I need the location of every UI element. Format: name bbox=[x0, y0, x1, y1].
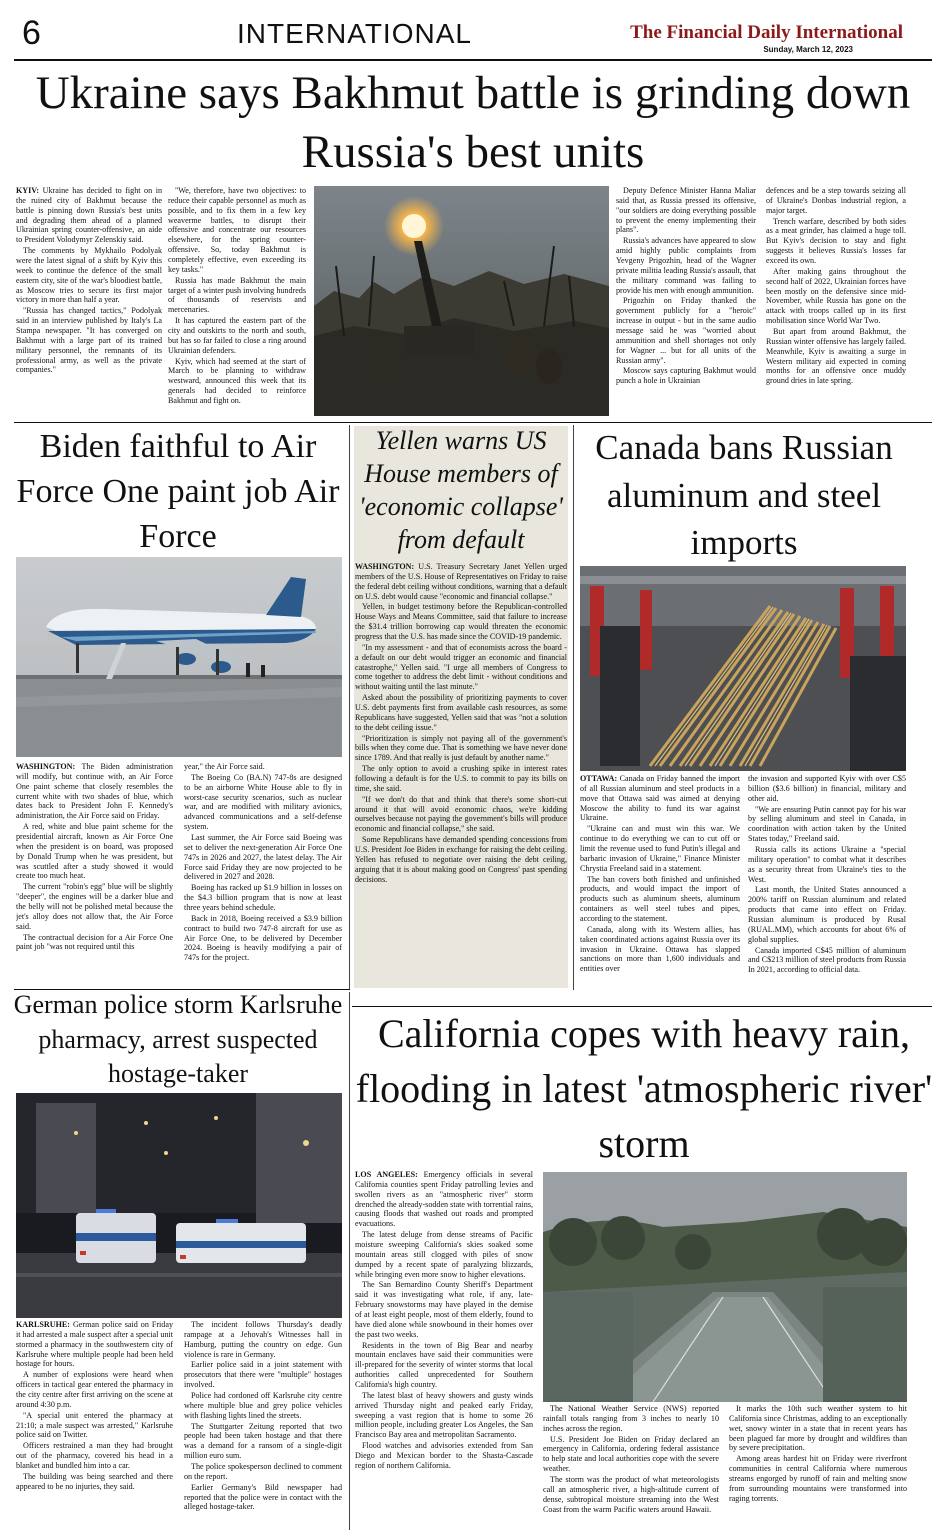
paragraph: Canada imported C$45 million of aluminum and C$213 million of steel products from Russia In 2021, according to official data. bbox=[748, 945, 906, 975]
section-title: INTERNATIONAL bbox=[237, 18, 472, 49]
paragraph: The ban covers both finished and unfinished products, and would impact the import of products such as aluminum sheets, aluminum containers as well steel tubes and pipes, according to the statement. bbox=[580, 874, 740, 924]
paragraph: Emergency officials in several California counties spent Friday patrolling levies and swollen rivers as an "atmospheric river" storm drenched the already-sodden state with torrential rains, causing floods that washed out roads and prompted evacuations. bbox=[355, 1170, 533, 1229]
paragraph: A number of explosions were heard when officers in tactical gear entered the pharmacy in the city centre after first arriving on the scene at around 4:30 p.m. bbox=[16, 1370, 173, 1409]
dateline: KYIV: bbox=[16, 186, 40, 195]
bakhmut-col-3 bbox=[616, 186, 756, 418]
paragraph: The latest deluge from dense streams of Pacific moisture sweeping California's skies soaked some mountain areas still clogged with piles of snow dumped by a recent spate of paralyzing blizzards, while bringing even more snow to higher elevations. bbox=[355, 1230, 533, 1279]
paragraph: "We are ensuring Putin cannot pay for his war by selling aluminum and steel in Canada, in coordination with action taken by the United States today," Freeland said. bbox=[748, 804, 906, 844]
paragraph: The National Weather Service (NWS) reported rainfall totals ranging from 3 inches to nearly 10 inches across the region. bbox=[543, 1404, 719, 1433]
paragraph: The incident follows Thursday's deadly rampage at a Jehovah's Witnesses hall in Hamburg, putting the country on edge. Gun violence is rare in Germany. bbox=[184, 1320, 342, 1359]
flooded-road-photo bbox=[543, 1172, 907, 1402]
header-rule bbox=[14, 59, 932, 61]
canada-col-1 bbox=[580, 774, 740, 1002]
biden-col-2 bbox=[184, 762, 342, 984]
paragraph: The contractual decision for a Air Force One paint job "was not required until this bbox=[16, 932, 173, 952]
paragraph: "A special unit entered the pharmacy at 21:10; a male suspect was arrested," Karlsruhe police said on Twitter. bbox=[16, 1410, 173, 1440]
paragraph: Russia's advances have appeared to slow amid highly public complaints from Yevgeny Prigozhin, head of the Wagner private militia leading Russia's assault, that the military command was failing to provide his men with enough ammunition. bbox=[616, 236, 756, 295]
dateline: KARLSRUHE: bbox=[16, 1320, 70, 1329]
bakhmut-col-4 bbox=[766, 186, 906, 418]
paragraph: "Prioritization is simply not paying all of the government's bills when they come due. That is something we have never done since 1789. And that really is just default by another name." bbox=[355, 733, 567, 763]
california-col-1 bbox=[355, 1170, 533, 1530]
publication-name: The Financial Daily International bbox=[630, 22, 903, 43]
paragraph: But apart from around Bakhmut, the Russian winter offensive has largely failed. Meanwhile, Kyiv is awaiting a surge in Western military aid expected in coming months for an offensive once muddy ground dries in late spring. bbox=[766, 327, 906, 386]
paragraph: Earlier police said in a joint statement with prosecutors that there were "multiple" hostages involved. bbox=[184, 1360, 342, 1390]
paragraph: U.S. President Joe Biden on Friday declared an emergency in California, ordering federal assistance to help state and local authorities cope with the severe weather. bbox=[543, 1434, 719, 1474]
paragraph: Yellen, in budget testimony before the Republican-controlled House Ways and Means Committee, said that failure to increase the $31.4 trillion borrowing cap would threaten the economic progress that the U.S. has made since the COVID-19 pandemic. bbox=[355, 602, 567, 642]
paragraph: Residents in the town of Big Bear and nearby mountain enclaves have said their communities were ill-prepared for the severity of winter storms that local authorities called unprecedented for Southern California's high country. bbox=[355, 1340, 533, 1390]
paragraph: Boeing has racked up $1.9 billion in losses on the $4.3 billion program that is now at least three years behind schedule. bbox=[184, 883, 342, 913]
police-vehicles-photo bbox=[16, 1093, 342, 1318]
air-force-one-photo bbox=[16, 557, 342, 757]
biden-headline: Biden faithful to Air Force One paint job Air Force bbox=[16, 428, 340, 556]
paragraph: defences and be a step towards seizing all of Ukraine's Donbas industrial region, a major target. bbox=[766, 186, 906, 215]
column-divider bbox=[573, 425, 574, 990]
artillery-firing-photo bbox=[314, 186, 609, 416]
biden-col-1 bbox=[16, 762, 173, 984]
paragraph: It has captured the eastern part of the city and outskirts to the north and south, but has so far failed to close a ring around Ukrainian defenders. bbox=[168, 316, 306, 355]
paragraph: the invasion and supported Kyiv with over C$5 billion ($3.6 billion) in financial, military and other aid. bbox=[748, 774, 906, 803]
issue-date: Sunday, March 12, 2023 bbox=[763, 45, 853, 54]
paragraph: The current "robin's egg" blue will be slightly "deeper", the engines will be a darker blue and the belly will not be polished metal because the jet's alloy does not allow that, the Air Force said. bbox=[16, 882, 173, 931]
paragraph: "If we don't do that and think that there's some short-cut around it that will avoid economic chaos, we're kidding ourselves because not paying the government's bills will produce economic and financial collapse," she said. bbox=[355, 794, 567, 834]
paragraph: The only option to avoid a crushing spike in interest rates following a default is for the U.S. to commit to pay its bills on time, she said. bbox=[355, 764, 567, 793]
paragraph: Officers restrained a man they had brought out of the pharmacy, covered his head in a blanket and bundled him into a car. bbox=[16, 1441, 173, 1471]
yellen-body bbox=[355, 562, 567, 988]
canada-headline: Canada bans Russian aluminum and steel imports bbox=[595, 428, 893, 563]
paragraph: It marks the 10th such weather system to hit California since Christmas, adding to an exceptionally wet, snowy winter in a state that in recent years has been plagued far more by drought and wildfires than by severe precipitation. bbox=[729, 1404, 907, 1453]
paragraph: Russia calls its actions Ukraine a "special military operation" to combat what it describes as a security threat from Ukraine's ties to the West. bbox=[748, 845, 906, 884]
german-col-1 bbox=[16, 1320, 173, 1528]
bakhmut-col-2 bbox=[168, 186, 306, 418]
paragraph: The Stuttgarter Zeitung reported that two people had been taken hostage and that there was a demand for a ransom of a single-digit million euro sum. bbox=[184, 1421, 342, 1461]
section-rule bbox=[14, 422, 932, 423]
paragraph: Moscow says capturing Bakhmut would punch a hole in Ukrainian bbox=[616, 366, 756, 386]
yellen-headline: Yellen warns US House members of 'economic collapse' from default bbox=[359, 426, 563, 555]
bakhmut-headline: Ukraine says Bakhmut battle is grinding down Russia's best units bbox=[35, 67, 911, 178]
paragraph: After making gains throughout the second half of 2022, Ukrainian forces have been mostly on the defensive since mid-November, while Russia has gone on the attack with troops called up in its first mobilisation since World War Two. bbox=[766, 266, 906, 326]
column-divider bbox=[349, 425, 350, 990]
dateline: WASHINGTON: bbox=[16, 762, 76, 771]
paragraph: Asked about the possibility of prioritizing payments to cover U.S. debt payments first from available cash resources, as some Republicans have suggested, Yellen said that was "not a solution to the debt ceiling issue." bbox=[355, 693, 567, 732]
paragraph: The Boeing Co (BA.N) 747-8s are designed to be an airborne White House able to fly in worst-case security scenarios, such as nuclear war, and are modified with military avionics, advanced communications and a self-defense system. bbox=[184, 772, 342, 832]
dateline: OTTAWA: bbox=[580, 774, 618, 783]
paragraph: The latest blast of heavy showers and gusty winds arrived Thursday night and peaked early Friday, sweeping a vast region that is home to some 26 million people, including greater Los Angeles, the San Francisco Bay area and metropolitan Sacramento. bbox=[355, 1390, 533, 1440]
paragraph: "We, therefore, have two objectives: to reduce their capable personnel as much as possible, and to fix them in a few key weaverme battles, to disrupt their offensive and concentrate our resources elsewhere, for the spring counter-offensive. So, today Bakhmut is completely effective, even exceeding its key tasks." bbox=[168, 186, 306, 274]
steel-bars-photo bbox=[580, 566, 906, 771]
paragraph: The police spokesperson declined to comment on the report. bbox=[184, 1462, 342, 1481]
paragraph: "In my assessment - and that of economists across the board - a default on our debt would trigger an economic and financial catastrophe," Yellen said. "I urge all members of Congress to come together to address the debt limit - without conditions and without waiting until the last minute." bbox=[355, 642, 567, 692]
paragraph: Russia has made Bakhmut the main target of a winter push involving hundreds of thousands of reservists and mercenaries. bbox=[168, 275, 306, 315]
california-col-3 bbox=[729, 1404, 907, 1530]
german-col-2 bbox=[184, 1320, 342, 1528]
column-divider bbox=[349, 992, 350, 1530]
paragraph: German police said on Friday it had arrested a male suspect after a special unit stormed a pharmacy in the southwestern city of Karlsruhe where multiple people had been held hostage for hours. bbox=[16, 1320, 173, 1369]
paragraph: The Biden administration will modify, but continue with, an Air Force One paint scheme that closely resembles the current white with two shades of blue, which dates back to President John F. Kennedy's administration, the Air Force said on Friday. bbox=[16, 762, 173, 821]
paragraph: Earlier Germany's Bild newspaper had reported that the police were in contact with the alleged hostage-taker. bbox=[184, 1482, 342, 1512]
canada-col-2 bbox=[748, 774, 906, 1002]
page-number: 6 bbox=[22, 14, 41, 52]
paragraph: Among areas hardest hit on Friday were riverfront communities in central California where numerous streams engorged by runoff of rain and melting snow from surrounding mountains were transformed into raging torrents. bbox=[729, 1454, 907, 1503]
paragraph: The comments by Mykhailo Podolyak were the latest signal of a shift by Kyiv this week to continue the defence of the small eastern city, site of the war's bloodiest battle, as Moscow tries to secure its first major victory in more than half a year. bbox=[16, 246, 162, 305]
paragraph: A red, white and blue paint scheme for the presidential aircraft, known as Air Force One when the president is on board, was proposed by Donald Trump when he was president, but was scuttled after a study showed it would create too much heat. bbox=[16, 822, 173, 881]
paragraph: The San Bernardino County Sheriff's Department said it was investigating what role, if any, late-February snowstorms may have played in the demise of at least eight people, most of them elderly, found to have died alone while snowbound in their homes over the past two weeks. bbox=[355, 1280, 533, 1339]
bakhmut-col-1 bbox=[16, 186, 162, 418]
paragraph: "Russia has changed tactics," Podolyak said in an interview published by Italy's La Stampa newspaper. "It has converged on Bakhmut with a large part of its trained military personnel, the remnants of its professional army, as well as the private companies." bbox=[16, 306, 162, 375]
paragraph: Trench warfare, described by both sides as a meat grinder, has claimed a huge toll. But Kyiv's decision to stay and fight suggests it believes Russia's losses far exceed its own. bbox=[766, 216, 906, 266]
paragraph: year," the Air Force said. bbox=[184, 762, 265, 771]
paragraph: The storm was the product of what meteorologists call an atmospheric river, a high-altitude current of dense, subtropical moisture streaming into the West Coast from the warm Pacific waters around Hawaii. bbox=[543, 1475, 719, 1514]
paragraph: Canada, along with its Western allies, has taken coordinated actions against Russia over its invasion in Ukraine. Ottawa has slapped sanctions on more than 1,600 individuals and entities over bbox=[580, 924, 740, 974]
paragraph: Prigozhin on Friday thanked the government publicly for a "heroic" increase in output - but in the same audio message said he was "worried about ammunition and shell shortages not only for Wagner ... but for all units of the Russian army". bbox=[616, 296, 756, 365]
paragraph: Some Republicans have demanded spending concessions from U.S. President Joe Biden in exchange for raising the debt ceiling. Yellen has refused to negotiate over raising the debt ceiling, arguing that it is about making good on Congress' past spending decisions. bbox=[355, 835, 567, 884]
paragraph: Deputy Defence Minister Hanna Maliar said that, as Russia pressed its offensive, "our soldiers are doing everything possible to prevent the enemy implementing their plans". bbox=[616, 186, 756, 235]
california-col-2 bbox=[543, 1404, 719, 1530]
paragraph: Kyiv, which had seemed at the start of March to be planning to withdraw westward, announced this week that its generals had decided to reinforce Bakhmut and fight on. bbox=[168, 356, 306, 406]
paragraph: Canada on Friday banned the import of all Russian aluminum and steel products in a move that Ottawa said was aimed at denying Moscow the ability to fund its war against Ukraine. bbox=[580, 774, 740, 823]
paragraph: Ukraine has decided to fight on in the ruined city of Bakhmut because the battle is pinning down Russia's best units and degrading them ahead of a planned Ukrainian spring counter-offensive, an aide to President Volodymyr Zelenskiy said. bbox=[16, 186, 162, 245]
german-headline: German police storm Karlsruhe pharmacy, arrest suspected hostage-taker bbox=[13, 990, 343, 1089]
paragraph: Police had cordoned off Karlsruhe city centre where multiple blue and grey police vehicles with flashing lights lined the streets. bbox=[184, 1391, 342, 1420]
paragraph: Flood watches and advisories extended from San Diego and Mexican border to the Shasta-Cascade region of northern California. bbox=[355, 1441, 533, 1470]
dateline: WASHINGTON: bbox=[355, 562, 415, 571]
california-headline: California copes with heavy rain, flooding in latest 'atmospheric river' storm bbox=[355, 1011, 933, 1167]
dateline: LOS ANGELES: bbox=[355, 1170, 418, 1179]
paragraph: "Ukraine can and must win this war. We continue to do everything we can to cut off or limit the revenue used to fund Putin's illegal and barbaric invasion of Ukraine," Finance Minister Chrystia Freeland said in a statement. bbox=[580, 824, 740, 873]
paragraph: Last summer, the Air Force said Boeing was set to deliver the next-generation Air Force One 747s in 2026 and 2027, the latest delay. The Air Force said Friday they are now projected to be delivered in 2027 and 2028. bbox=[184, 833, 342, 882]
paragraph: The building was being searched and there appeared to be no injuries, they said. bbox=[16, 1471, 173, 1491]
paragraph: Back in 2018, Boeing received a $3.9 billion contract to build two 747-8 aircraft for use as Air Force One, to be delivered by December 2024. Boeing is heavily modifying a pair of 747s for the project. bbox=[184, 913, 342, 963]
paragraph: Last month, the United States announced a 200% tariff on Russian aluminum and related products that came into effect on Friday. Russian aluminum is produced by Rusal (RUAL.MM), which accounts for about 6% of global supplies. bbox=[748, 885, 906, 944]
paragraph: U.S. Treasury Secretary Janet Yellen urged members of the U.S. House of Representatives on Friday to raise the federal debt ceiling without conditions, warning that a default on U.S. debt would cause "economic and financial collapse." bbox=[355, 562, 567, 601]
